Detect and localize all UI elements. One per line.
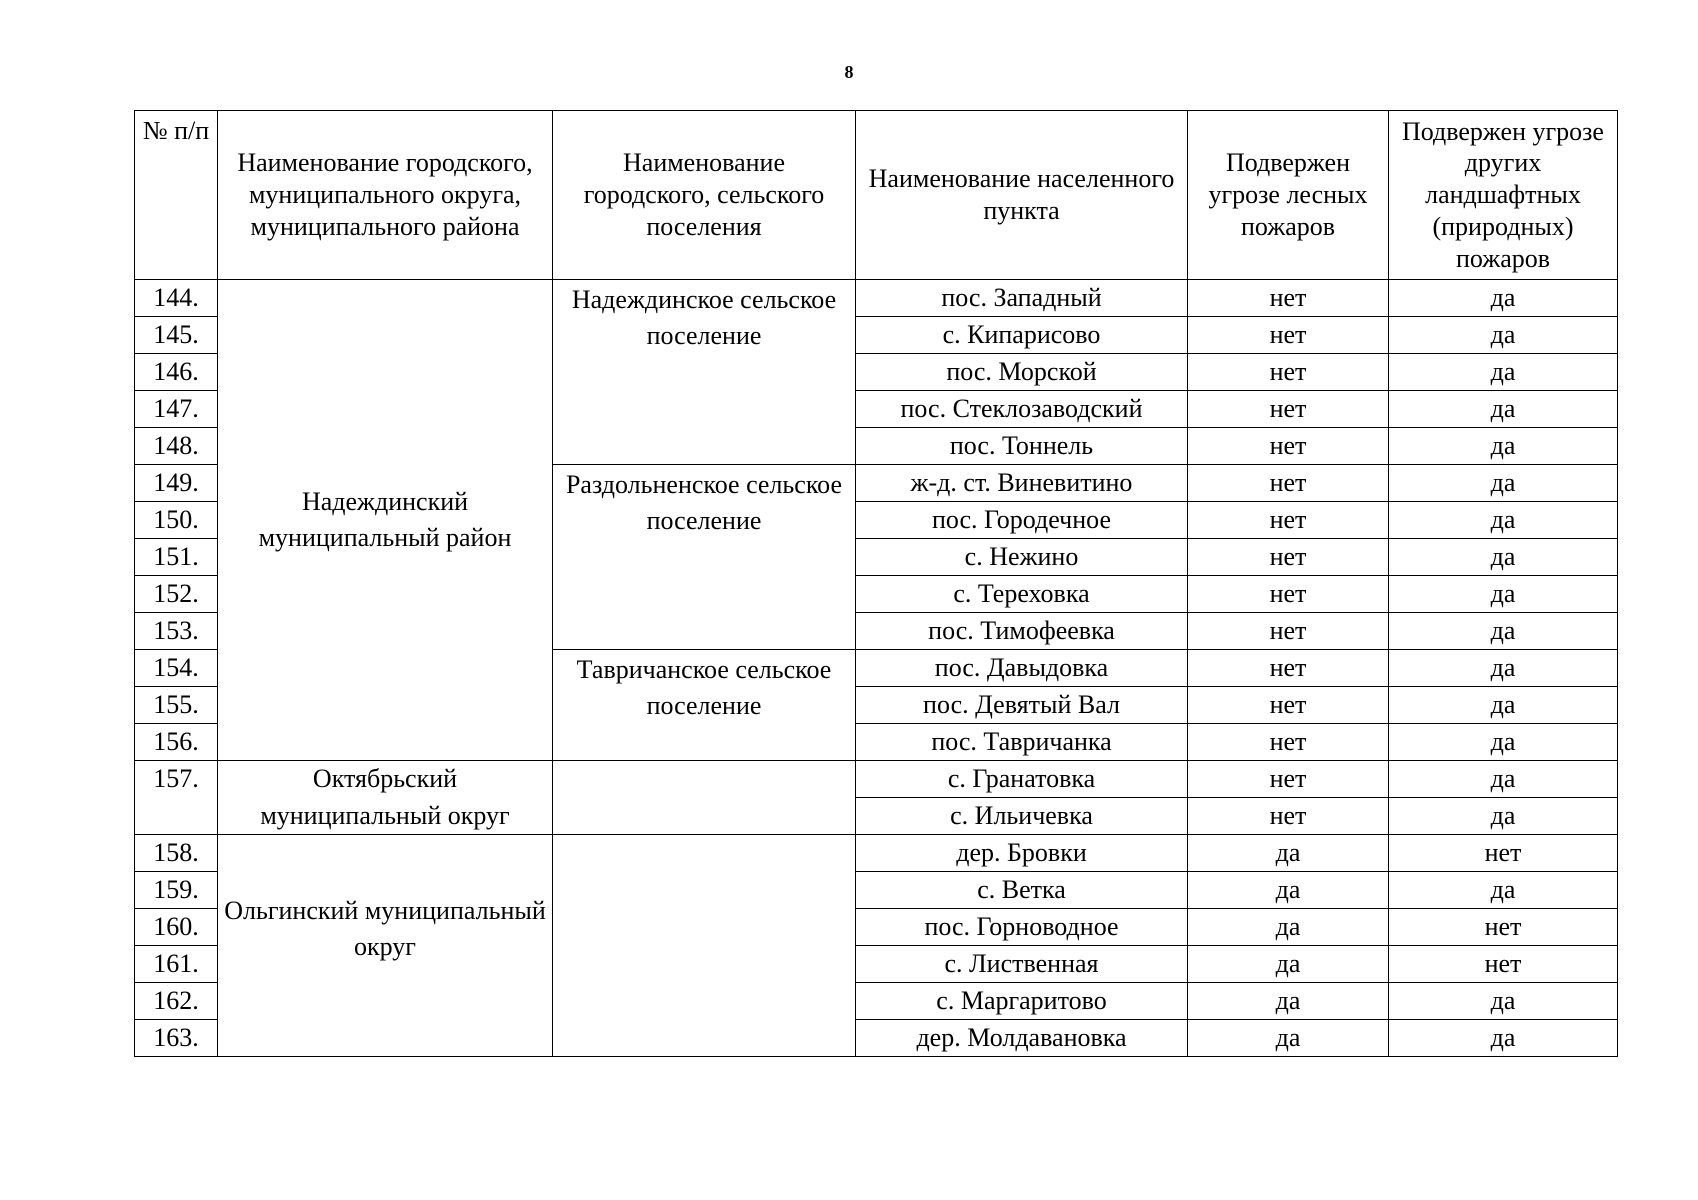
- locality-name: с. Нежино: [856, 539, 1188, 576]
- row-number: 150.: [135, 502, 218, 539]
- forest-fire-value: нет: [1188, 613, 1389, 650]
- localities-table: [134, 110, 1618, 1057]
- forest-fire-value: нет: [1188, 798, 1389, 835]
- locality-name: пос. Тавричанка: [856, 724, 1188, 761]
- locality-name: пос. Городечное: [856, 502, 1188, 539]
- landscape-fire-value: да: [1389, 317, 1618, 354]
- forest-fire-value: да: [1188, 1020, 1389, 1057]
- row-number: 151.: [135, 539, 218, 576]
- row-number: 153.: [135, 613, 218, 650]
- locality-name: пос. Тоннель: [856, 428, 1188, 465]
- forest-fire-value: нет: [1188, 650, 1389, 687]
- header-settlement: Наименование городского, сельского поселения: [553, 111, 856, 280]
- landscape-fire-value: нет: [1389, 835, 1618, 872]
- forest-fire-value: нет: [1188, 317, 1389, 354]
- landscape-fire-value: да: [1389, 650, 1618, 687]
- forest-fire-value: нет: [1188, 724, 1389, 761]
- landscape-fire-value: да: [1389, 1020, 1618, 1057]
- landscape-fire-value: да: [1389, 613, 1618, 650]
- forest-fire-value: нет: [1188, 354, 1389, 391]
- table-row: [135, 761, 1618, 798]
- locality-name: с. Тереховка: [856, 576, 1188, 613]
- header-landscape-fire: Подвержен угрозе других ландшафтных (природных) пожаров: [1389, 111, 1618, 280]
- locality-name: дер. Молдавановка: [856, 1020, 1188, 1057]
- landscape-fire-value: да: [1389, 280, 1618, 317]
- landscape-fire-value: да: [1389, 428, 1618, 465]
- district-oktyabrsky: Октябрьский муниципальный округ: [218, 761, 553, 835]
- landscape-fire-value: да: [1389, 576, 1618, 613]
- locality-name: пос. Тимофеевка: [856, 613, 1188, 650]
- forest-fire-value: нет: [1188, 539, 1389, 576]
- landscape-fire-value: да: [1389, 761, 1618, 798]
- row-number: 155.: [135, 687, 218, 724]
- landscape-fire-value: да: [1389, 687, 1618, 724]
- locality-name: ж-д. ст. Виневитино: [856, 465, 1188, 502]
- landscape-fire-value: да: [1389, 798, 1618, 835]
- landscape-fire-value: да: [1389, 539, 1618, 576]
- forest-fire-value: да: [1188, 946, 1389, 983]
- row-number: 157.: [135, 761, 218, 835]
- landscape-fire-value: да: [1389, 391, 1618, 428]
- locality-name: пос. Морской: [856, 354, 1188, 391]
- forest-fire-value: да: [1188, 835, 1389, 872]
- table-header-row: [135, 111, 1618, 280]
- landscape-fire-value: да: [1389, 354, 1618, 391]
- landscape-fire-value: да: [1389, 465, 1618, 502]
- locality-name: пос. Горноводное: [856, 909, 1188, 946]
- row-number: 161.: [135, 946, 218, 983]
- locality-name: с. Ветка: [856, 872, 1188, 909]
- row-number: 162.: [135, 983, 218, 1020]
- forest-fire-value: нет: [1188, 761, 1389, 798]
- landscape-fire-value: да: [1389, 502, 1618, 539]
- forest-fire-value: нет: [1188, 502, 1389, 539]
- row-number: 145.: [135, 317, 218, 354]
- row-number: 163.: [135, 1020, 218, 1057]
- locality-name: с. Маргаритово: [856, 983, 1188, 1020]
- locality-name: пос. Стеклозаводский: [856, 391, 1188, 428]
- header-district: Наименование городского, муниципального округа, муниципального района: [218, 111, 553, 280]
- forest-fire-value: да: [1188, 983, 1389, 1020]
- forest-fire-value: нет: [1188, 280, 1389, 317]
- row-number: 160.: [135, 909, 218, 946]
- table-row: [135, 835, 1618, 872]
- forest-fire-value: да: [1188, 872, 1389, 909]
- landscape-fire-value: да: [1389, 872, 1618, 909]
- row-number: 158.: [135, 835, 218, 872]
- locality-name: с. Гранатовка: [856, 761, 1188, 798]
- district-olginsky: Ольгинский муниципальный округ: [218, 835, 553, 1057]
- settlement-nadezhdinskoe: Надеждинское сельское поселение: [553, 280, 856, 465]
- row-number: 146.: [135, 354, 218, 391]
- forest-fire-value: нет: [1188, 465, 1389, 502]
- settlement-empty: [553, 761, 856, 835]
- locality-name: с. Лиственная: [856, 946, 1188, 983]
- locality-name: пос. Западный: [856, 280, 1188, 317]
- locality-name: дер. Бровки: [856, 835, 1188, 872]
- locality-name: с. Ильичевка: [856, 798, 1188, 835]
- settlement-empty: [553, 835, 856, 1057]
- row-number: 149.: [135, 465, 218, 502]
- forest-fire-value: да: [1188, 909, 1389, 946]
- landscape-fire-value: нет: [1389, 946, 1618, 983]
- landscape-fire-value: да: [1389, 983, 1618, 1020]
- row-number: 144.: [135, 280, 218, 317]
- forest-fire-value: нет: [1188, 687, 1389, 724]
- table-row: [135, 280, 1618, 317]
- landscape-fire-value: нет: [1389, 909, 1618, 946]
- forest-fire-value: нет: [1188, 428, 1389, 465]
- settlement-tavrichanskoe: Тавричанское сельское поселение: [553, 650, 856, 761]
- row-number: 148.: [135, 428, 218, 465]
- landscape-fire-value: да: [1389, 724, 1618, 761]
- header-num: № п/п: [135, 111, 218, 280]
- row-number: 154.: [135, 650, 218, 687]
- forest-fire-value: нет: [1188, 576, 1389, 613]
- settlement-razdolnenskoe: Раздольненское сельское поселение: [553, 465, 856, 650]
- locality-name: пос. Давыдовка: [856, 650, 1188, 687]
- page-number: 8: [844, 62, 854, 82]
- header-locality: Наименование населенного пункта: [856, 111, 1188, 280]
- row-number: 152.: [135, 576, 218, 613]
- forest-fire-value: нет: [1188, 391, 1389, 428]
- row-number: 147.: [135, 391, 218, 428]
- district-nadezhdinsky: Надеждинский муниципальный район: [218, 280, 553, 761]
- locality-name: пос. Девятый Вал: [856, 687, 1188, 724]
- row-number: 159.: [135, 872, 218, 909]
- header-forest-fire: Подвержен угрозе лесных пожаров: [1188, 111, 1389, 280]
- locality-name: с. Кипарисово: [856, 317, 1188, 354]
- row-number: 156.: [135, 724, 218, 761]
